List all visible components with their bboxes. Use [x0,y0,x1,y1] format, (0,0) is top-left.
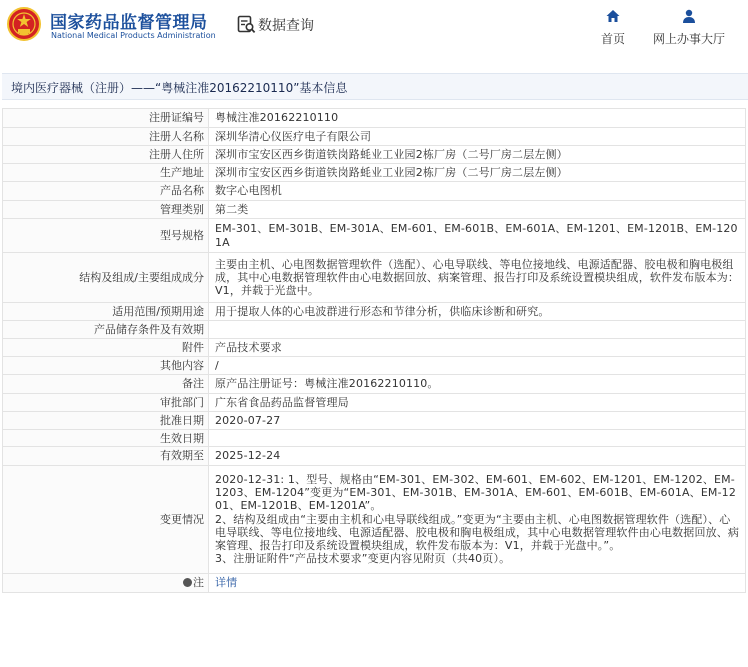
row-value: 2020-12-31: 1、型号、规格由“EM-301、EM-302、EM-601、EM-602、EM-1201、EM-1202、EM-1203、EM-1204”变更为“EM-301、EM-301B、EM-301A、EM-601、EM-601B、EM-601A、EM-1201、EM-1201B、EM-1201A”。 2、结构及组成由“主要由主机和心电导联线组成。”变更为“主要由主机、心电图数据管理软件（选配）、心电导联线、等电位接地线、电源适配器、胶电极和胸电极组成，其中心电数据管理软件由心电数据回放、病案管理、报告打印及系统设置模块组成，软件发布版本为：V1，并载于光盘中。”。 3、注册证附件“产品技术要求”变更内容见附页（共40页）。 [209,465,746,573]
row-label: 注册人住所 [3,145,209,163]
row-label-with-icon [3,573,209,592]
row-value [209,430,746,447]
device-detail-table [2,108,746,593]
table-row-change-history [3,465,746,573]
row-label: 批准日期 [3,411,209,429]
site-header [0,0,748,54]
table-row-registration-number [3,109,746,128]
nav-home[interactable] [598,8,628,47]
note-icon [183,578,192,587]
row-value: 深圳市宝安区西乡街道铁岗路蚝业工业园2栋厂房（二号厂房二层左侧） [209,145,746,163]
org-name-en: National Medical Products Administration [51,31,216,40]
row-label: 附件 [3,338,209,356]
row-label: 注册人名称 [3,127,209,145]
table-row-approval-date [3,411,746,429]
row-label: 审批部门 [3,393,209,411]
row-label: 注册证编号 [3,109,209,128]
row-value: 深圳市宝安区西乡街道铁岗路蚝业工业园2栋厂房（二号厂房二层左侧） [209,164,746,182]
row-value: 第二类 [209,200,746,218]
row-value: 粤械注准20162210110 [209,109,746,128]
row-value: / [209,356,746,374]
table-row-management-class [3,200,746,218]
row-label: 型号规格 [3,219,209,253]
table-row-note [3,573,746,592]
row-value: 产品技术要求 [209,338,746,356]
row-value: 主要由主机、心电图数据管理软件（选配）、心电导联线、等电位接地线、电源适配器、胶电极和胸电极组成，其中心电数据管理软件由心电数据回放、病案管理、报告打印及系统设置模块组成，软件发布版本为：V1，并载于光盘中。 [209,253,746,303]
row-value: 原产品注册证号：粤械注准20162210110。 [209,375,746,393]
details-link[interactable]: 详情 [215,576,238,590]
row-value [209,321,746,338]
note-label: 注 [193,576,204,590]
national-emblem-icon [7,6,41,42]
row-label: 管理类别 [3,200,209,218]
table-row-valid-until [3,447,746,465]
row-label: 变更情况 [3,465,209,573]
nav-office-label: 网上办事大厅 [652,32,725,46]
row-label: 适用范围/预期用途 [3,303,209,321]
row-value: 深圳华清心仪医疗电子有限公司 [209,127,746,145]
table-row-registrant-name [3,127,746,145]
table-row-approval-department [3,393,746,411]
home-icon [605,8,621,24]
row-label: 有效期至 [3,447,209,465]
row-label: 结构及组成/主要组成成分 [3,253,209,303]
user-icon [681,8,697,24]
table-row-model-spec [3,219,746,253]
row-value: 用于提取人体的心电波群进行形态和节律分析，供临床诊断和研究。 [209,303,746,321]
table-row-attachment [3,338,746,356]
row-label: 其他内容 [3,356,209,374]
row-value: 广东省食品药品监督管理局 [209,393,746,411]
row-value: 2025-12-24 [209,447,746,465]
row-value: 数字心电图机 [209,182,746,200]
row-label: 产品储存条件及有效期 [3,321,209,338]
table-row-product-name [3,182,746,200]
table-row-remarks [3,375,746,393]
table-row-registrant-address [3,145,746,163]
record-title-bar [2,73,748,100]
nav-home-label: 首页 [600,32,625,46]
data-query-title: 数据查询 [258,18,314,34]
row-label: 生效日期 [3,430,209,447]
row-label: 生产地址 [3,164,209,182]
row-value: 2020-07-27 [209,411,746,429]
nav-online-office[interactable] [650,8,728,47]
record-title: 境内医疗器械（注册）——“粤械注准20162210110”基本信息 [11,81,348,95]
row-value [209,573,746,592]
org-name-cn: 国家药品监督管理局 [50,13,208,33]
data-query-icon [237,15,256,34]
table-row-effective-date [3,430,746,447]
table-row-production-address [3,164,746,182]
table-row-other-content [3,356,746,374]
row-label: 产品名称 [3,182,209,200]
table-row-storage-conditions [3,321,746,338]
row-value: EM-301、EM-301B、EM-301A、EM-601、EM-601B、EM-601A、EM-1201、EM-1201B、EM-1201A [209,219,746,253]
table-row-structure [3,253,746,303]
row-label: 备注 [3,375,209,393]
table-row-intended-use [3,303,746,321]
